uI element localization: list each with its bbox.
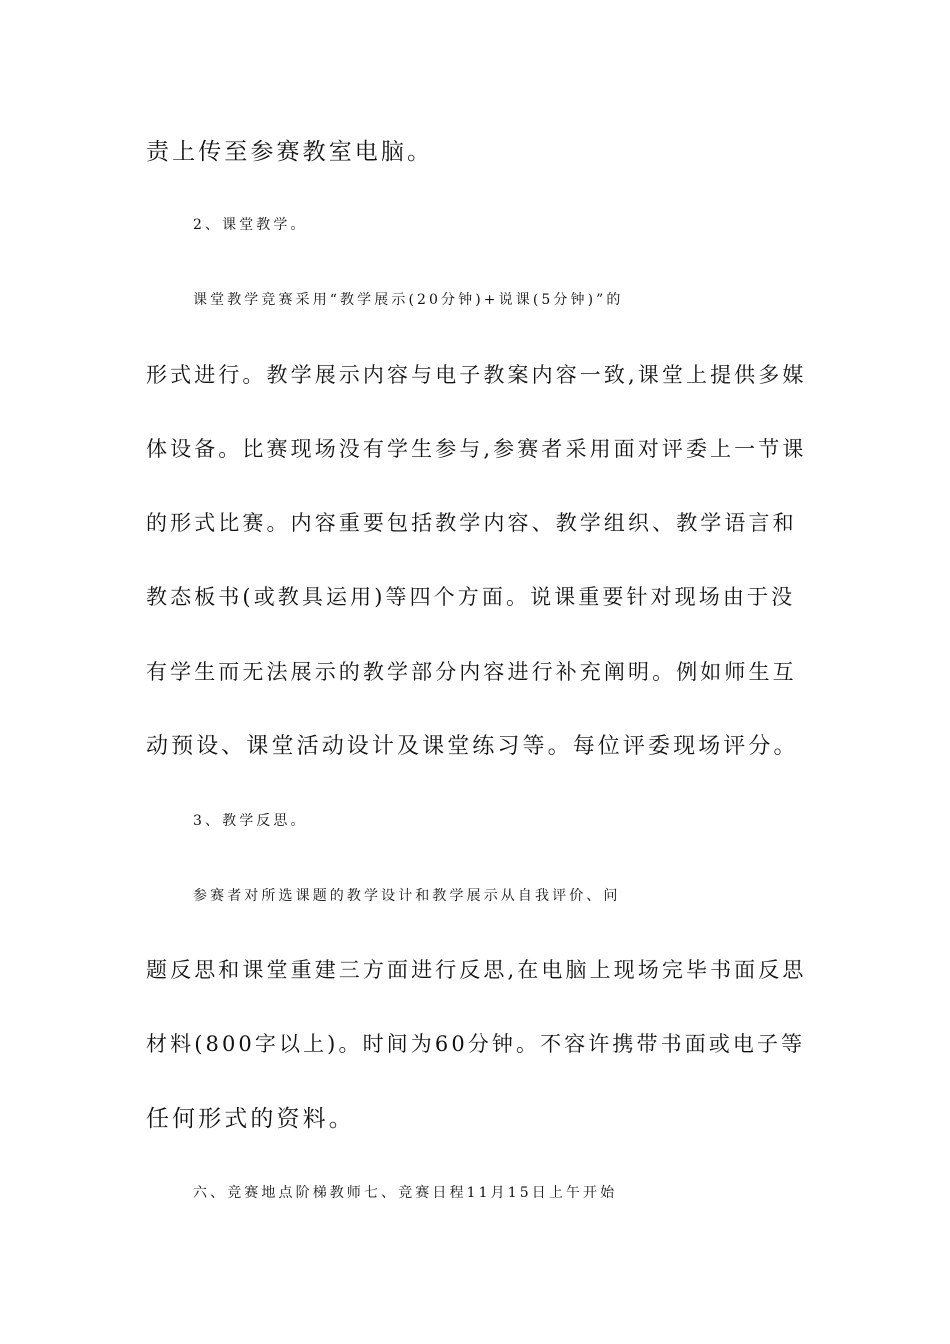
text-line-5: 体设备。比赛现场没有学生参与,参赛者采用面对评委上一节课 xyxy=(146,437,807,461)
text-line-9: 动预设、课堂活动设计及课堂练习等。每位评委现场评分。 xyxy=(146,734,799,759)
text-line-7: 教态板书(或教具运用)等四个方面。说课重要针对现场由于没 xyxy=(146,585,796,609)
text-line-1: 责上传至参赛教室电脑。 xyxy=(146,139,434,165)
text-line-13: 材料(800字以上)。时间为60分钟。不容许携带书面或电子等 xyxy=(146,1032,806,1056)
section-heading-classroom-teaching: 2、课堂教学。 xyxy=(193,217,308,233)
text-line-6: 的形式比赛。内容重要包括教学内容、教学组织、教学语言和 xyxy=(146,511,797,535)
text-line-12: 题反思和课堂重建三方面进行反思,在电脑上现场完毕书面反思 xyxy=(146,958,807,982)
section-heading-teaching-reflection: 3、教学反思。 xyxy=(193,813,308,829)
text-line-15: 六、竞赛地点阶梯教师七、竞赛日程11月15日上午开始 xyxy=(193,1185,618,1201)
text-line-11: 参赛者对所选课题的教学设计和教学展示从自我评价、问 xyxy=(193,888,621,904)
text-line-4: 形式进行。教学展示内容与电子教案内容一致,课堂上提供多媒 xyxy=(146,363,807,387)
text-line-14: 任何形式的资料。 xyxy=(146,1106,355,1132)
text-line-8: 有学生而无法展示的教学部分内容进行补充阐明。例如师生互 xyxy=(146,660,797,684)
text-line-3: 课堂教学竞赛采用“教学展示(20分钟)+说课(5分钟)”的 xyxy=(193,292,624,308)
